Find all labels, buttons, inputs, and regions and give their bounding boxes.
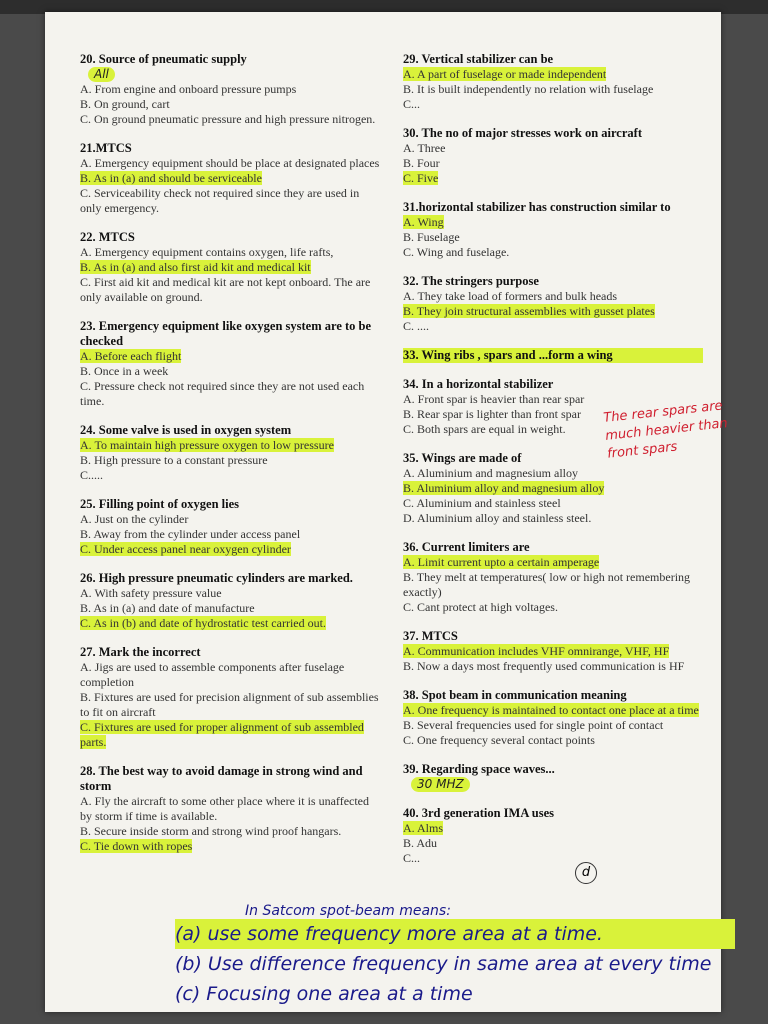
answer-option: [403, 481, 703, 496]
answer-option: [403, 570, 703, 600]
answer-option: [80, 112, 380, 127]
option-text: B. As in (a) and also first aid kit and medical kit: [80, 260, 311, 274]
answer-option: [403, 836, 703, 851]
question-title: 30. The no of major stresses work on aircraft: [403, 126, 642, 140]
answer-option: [403, 703, 703, 718]
question-block: [80, 423, 380, 483]
option-text: C. One frequency several contact points: [403, 733, 595, 747]
answer-option: [80, 824, 380, 839]
answer-option: [80, 186, 380, 216]
option-text: C.....: [80, 468, 104, 482]
answer-option: [80, 660, 380, 690]
answer-option: [80, 82, 380, 97]
answer-option: [403, 97, 703, 112]
answer-option: [403, 600, 703, 615]
option-text: C. Fixtures are used for proper alignment of sub assembled parts.: [80, 720, 364, 749]
bottom-note-intro: In Satcom spot-beam means:: [245, 903, 451, 919]
question-title: 39. Regarding space waves...: [403, 762, 555, 776]
option-text: B. Several frequencies used for single point of contact: [403, 718, 664, 732]
option-text: C. Both spars are equal in weight.: [403, 422, 566, 436]
handwritten-note: 30 MHZ: [411, 777, 470, 792]
option-text: B. On ground, cart: [80, 97, 170, 111]
option-text: B. It is built independently no relation with fuselage: [403, 82, 654, 96]
answer-option: [403, 304, 703, 319]
option-text: A. Fly the aircraft to some other place where it is unaffected by storm if time is available.: [80, 794, 370, 823]
answer-option: [80, 97, 380, 112]
option-text: A. To maintain high pressure oxygen to low pressure: [80, 438, 334, 452]
question-block: [403, 200, 703, 260]
answer-option: [80, 171, 380, 186]
option-text: C. Pressure check not required since they are not used each time.: [80, 379, 365, 408]
option-text: A. Communication includes VHF omnirange, VHF, HF: [403, 644, 670, 658]
question-block: [80, 497, 380, 557]
option-text: A. One frequency is maintained to contact one place at a time: [403, 703, 699, 717]
option-text: D. Aluminium alloy and stainless steel.: [403, 511, 592, 525]
answer-option: [403, 245, 703, 260]
answer-option: [403, 821, 703, 836]
question-title: 34. In a horizontal stabilizer: [403, 377, 554, 391]
answer-option: [80, 690, 380, 720]
question-block: [403, 451, 703, 526]
option-text: B. Fuselage: [403, 230, 460, 244]
question-block: [80, 645, 380, 750]
bottom-note-line: (a) use some frequency more area at a time.: [175, 919, 735, 949]
option-text: B. Secure inside storm and strong wind proof hangars.: [80, 824, 342, 838]
option-text: C...: [403, 851, 421, 865]
answer-option: [80, 794, 380, 824]
answer-option: [80, 349, 380, 364]
answer-option: [403, 230, 703, 245]
question-block: [403, 126, 703, 186]
question-block: [403, 540, 703, 615]
question-title: 38. Spot beam in communication meaning: [403, 688, 627, 702]
question-title: 26. High pressure pneumatic cylinders are marked.: [80, 571, 353, 585]
answer-option: [403, 659, 703, 674]
bottom-note-line: (c) Focusing one area at a time: [175, 983, 473, 1005]
option-text: C. ....: [403, 319, 430, 333]
option-text: C. On ground pneumatic pressure and high pressure nitrogen.: [80, 112, 376, 126]
question-title: 32. The stringers purpose: [403, 274, 539, 288]
answer-option: [80, 542, 380, 557]
option-text: B. Aluminium alloy and magnesium alloy: [403, 481, 605, 495]
option-text: C. Cant protect at high voltages.: [403, 600, 558, 614]
question-title: 24. Some valve is used in oxygen system: [80, 423, 292, 437]
question-title: 25. Filling point of oxygen lies: [80, 497, 240, 511]
answer-option: [80, 379, 380, 409]
answer-option: [403, 496, 703, 511]
question-title: 33. Wing ribs , spars and ...form a wing: [403, 348, 703, 363]
question-block: [403, 762, 703, 792]
question-block: [80, 571, 380, 631]
option-text: A. Aluminium and magnesium alloy: [403, 466, 578, 480]
answer-option: [403, 67, 703, 82]
option-text: A. They take load of formers and bulk heads: [403, 289, 618, 303]
option-text: B. High pressure to a constant pressure: [80, 453, 268, 467]
question-block: [80, 764, 380, 854]
option-text: A. Three: [403, 141, 446, 155]
answer-option: [403, 171, 703, 186]
answer-option: [403, 156, 703, 171]
question-block: [80, 230, 380, 305]
paper-page: [45, 12, 729, 1012]
answer-option: [80, 364, 380, 379]
question-block: [403, 52, 703, 112]
option-text: B. Rear spar is lighter than front spar: [403, 407, 581, 421]
handwritten-note: All: [88, 67, 115, 82]
question-block: [80, 52, 380, 127]
option-text: A. With safety pressure value: [80, 586, 222, 600]
option-text: B. Now a days most frequently used communication is HF: [403, 659, 685, 673]
answer-option: [403, 644, 703, 659]
question-title: 40. 3rd generation IMA uses: [403, 806, 555, 820]
question-title: 23. Emergency equipment like oxygen system are to be checked: [80, 319, 372, 348]
question-block: [80, 141, 380, 216]
question-title: 27. Mark the incorrect: [80, 645, 201, 659]
option-text: C...: [403, 97, 421, 111]
answer-option: [403, 851, 703, 866]
option-text: B. They join structural assemblies with gusset plates: [403, 304, 655, 318]
option-text: B. Once in a week: [80, 364, 169, 378]
answer-option: [80, 156, 380, 171]
question-block: [403, 688, 703, 748]
question-title: 37. MTCS: [403, 629, 458, 643]
option-text: A. Emergency equipment should be place at designated places: [80, 156, 380, 170]
question-title: 29. Vertical stabilizer can be: [403, 52, 554, 66]
handwritten-circled-letter: d: [575, 862, 597, 884]
answer-option: [80, 453, 380, 468]
question-title: 36. Current limiters are: [403, 540, 530, 554]
answer-option: [403, 319, 703, 334]
answer-option: [80, 527, 380, 542]
option-text: C. Serviceability check not required since they are used in only emergency.: [80, 186, 360, 215]
answer-option: [80, 720, 380, 750]
option-text: A. Just on the cylinder: [80, 512, 189, 526]
answer-option: [80, 275, 380, 305]
option-text: A. Wing: [403, 215, 444, 229]
answer-option: [80, 512, 380, 527]
left-column: [80, 52, 380, 868]
option-text: A. From engine and onboard pressure pumps: [80, 82, 297, 96]
question-title: 22. MTCS: [80, 230, 135, 244]
option-text: B. Adu: [403, 836, 438, 850]
option-text: B. They melt at temperatures( low or high not remembering exactly): [403, 570, 691, 599]
option-text: C. Aluminium and stainless steel: [403, 496, 561, 510]
answer-option: [80, 245, 380, 260]
option-text: C. Five: [403, 171, 439, 185]
handwritten-side-note: The rear spars are much heavier than front spars: [602, 398, 729, 462]
question-title: 35. Wings are made of: [403, 451, 522, 465]
answer-option: [80, 616, 380, 631]
option-text: B. As in (a) and should be serviceable: [80, 171, 262, 185]
answer-option: [80, 586, 380, 601]
question-block: [403, 348, 703, 363]
answer-option: [403, 141, 703, 156]
handwritten-bottom-notes: [175, 900, 735, 1009]
question-block: [403, 629, 703, 674]
question-title: 28. The best way to avoid damage in strong wind and storm: [80, 764, 363, 793]
option-text: C. Wing and fuselage.: [403, 245, 510, 259]
answer-option: [403, 718, 703, 733]
option-text: C. As in (b) and date of hydrostatic test carried out.: [80, 616, 326, 630]
option-text: B. Fixtures are used for precision alignment of sub assemblies to fit on aircraft: [80, 690, 379, 719]
option-text: B. Away from the cylinder under access panel: [80, 527, 301, 541]
answer-option: [80, 468, 380, 483]
option-text: A. A part of fuselage or made independent: [403, 67, 607, 81]
answer-option: [403, 511, 703, 526]
answer-option: [403, 215, 703, 230]
option-text: A. Limit current upto a certain amperage: [403, 555, 600, 569]
answer-option: [80, 601, 380, 616]
option-text: A. Front spar is heavier than rear spar: [403, 392, 585, 406]
answer-option: [80, 438, 380, 453]
option-text: B. Four: [403, 156, 440, 170]
right-column: [403, 52, 703, 880]
option-text: C. Tie down with ropes: [80, 839, 193, 853]
question-block: [80, 319, 380, 409]
option-text: A. Jigs are used to assemble components after fuselage completion: [80, 660, 345, 689]
answer-option: [403, 555, 703, 570]
question-block: [403, 274, 703, 334]
option-text: A. Emergency equipment contains oxygen, life rafts,: [80, 245, 334, 259]
answer-option: [403, 733, 703, 748]
option-text: A. Before each flight: [80, 349, 182, 363]
option-text: C. First aid kit and medical kit are not kept onboard. The are only available on ground.: [80, 275, 371, 304]
option-text: A. Alms: [403, 821, 444, 835]
answer-option: [403, 82, 703, 97]
bottom-note-line: (b) Use difference frequency in same area at every time: [175, 953, 712, 975]
answer-option: [80, 839, 380, 854]
question-title: 21.MTCS: [80, 141, 132, 155]
question-title: 20. Source of pneumatic supply: [80, 52, 247, 66]
answer-option: [403, 466, 703, 481]
question-block: [403, 806, 703, 866]
answer-option: [403, 289, 703, 304]
option-text: B. As in (a) and date of manufacture: [80, 601, 255, 615]
option-text: C. Under access panel near oxygen cylinder: [80, 542, 291, 556]
question-title: 31.horizontal stabilizer has construction similar to: [403, 200, 671, 214]
answer-option: [80, 260, 380, 275]
